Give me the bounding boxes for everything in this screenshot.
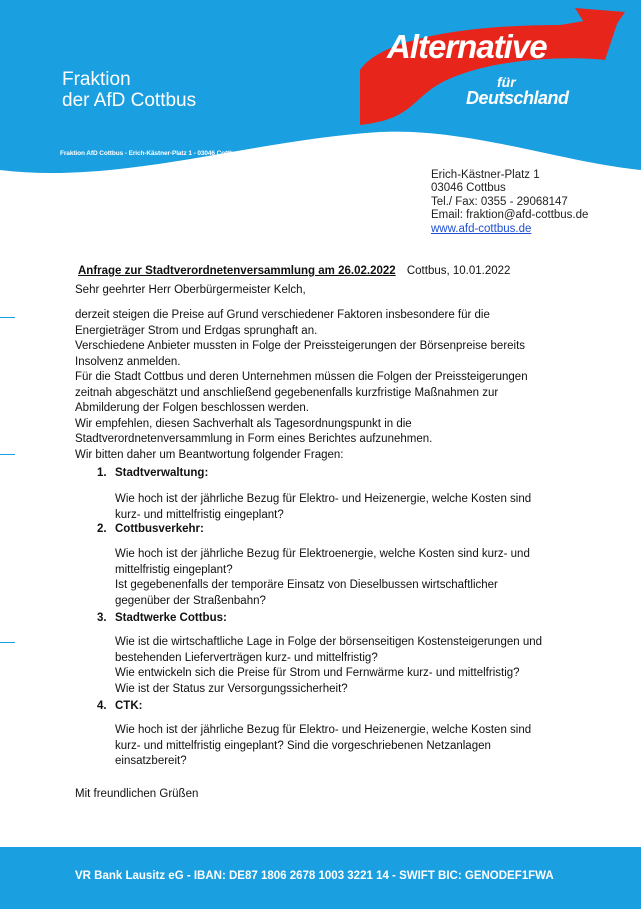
question-heading: Cottbusverkehr: (115, 523, 204, 535)
address-city: 03046 Cottbus (431, 182, 506, 195)
question-number: 4. (97, 700, 107, 712)
question-line: Wie hoch ist der jährliche Bezug für Elektroenergie, welche Kosten sind kurz- und (115, 548, 530, 560)
letter-title: Anfrage zur Stadtverordnetenversammlung am 26.02.2022 (78, 265, 396, 277)
question-line: Wie entwickeln sich die Preise für Strom und Fernwärme kurz- und mittelfristig? (115, 667, 520, 679)
body-line: Wir empfehlen, diesen Sachverhalt als Tagesordnungspunkt in die (75, 417, 412, 430)
question-heading: Stadtwerke Cottbus: (115, 612, 227, 624)
address-street: Erich-Kästner-Platz 1 (431, 169, 540, 181)
question-line: kurz- und mittelfristig eingeplant? (115, 508, 284, 521)
body-line: Energieträger Strom und Erdgas sprunghaft an. (75, 324, 318, 337)
letter-body (75, 308, 565, 463)
question-line: Wie hoch ist der jährliche Bezug für Elektro- und Heizenergie, welche Kosten sind (115, 493, 532, 505)
body-line: Insolvenz anmelden. (75, 355, 181, 368)
question-line: Wie ist der Status zur Versorgungssicherheit? (115, 682, 348, 695)
body-line: Abmilderung der Folgen beschlossen werden. (75, 402, 309, 414)
address-email: Email: fraktion@afd-cottbus.de (431, 209, 589, 222)
question-heading: CTK: (115, 700, 143, 712)
footer (0, 847, 641, 909)
question-line: Ist gegebenenfalls der temporäre Einsatz von Dieselbussen wirtschaftlicher (115, 579, 498, 591)
letterhead (0, 0, 641, 178)
address-web-link[interactable]: www.afd-cottbus.de (431, 222, 532, 235)
letter-date: Cottbus, 10.01.2022 (406, 265, 511, 277)
question-line: mittelfristig eingeplant? (115, 563, 233, 576)
question-line: Wie ist die wirtschaftliche Lage in Folge der börsenseitigen Kostensteigerungen und (115, 636, 543, 648)
question-number: 3. (97, 612, 107, 624)
question-line: gegenüber der Straßenbahn? (115, 594, 266, 607)
question-line: bestehenden Lieferverträgen kurz- und mittelfristig? (115, 651, 378, 664)
question-number: 2. (97, 523, 107, 535)
question-number: 1. (97, 467, 107, 479)
body-line: Stadtverordnetenversammlung in Form eines Berichtes aufzunehmen. (75, 433, 433, 445)
fold-mark (0, 642, 15, 643)
fraktion-line-2: der AfD Cottbus (62, 90, 197, 111)
question-2-text (115, 547, 565, 609)
question-heading: Stadtverwaltung: (115, 467, 209, 479)
body-line: zeitnah abgeschätzt und anschließend gegebenenfalls kurzfristige Maßnahmen zur (75, 386, 499, 399)
footer-bank-details: VR Bank Lausitz eG - IBAN: DE87 1806 2678 1003 3221 14 - SWIFT BIC: GENODEF1FWA (75, 870, 554, 882)
title-row (78, 265, 510, 277)
sender-line: Fraktion AfD Cottbus - Erich-Kästner-Platz 1 - 03046 Cottbus (60, 150, 241, 157)
question-1-text (115, 492, 565, 523)
closing: Mit freundlichen Grüßen (75, 788, 199, 800)
question-4-text (115, 723, 565, 770)
fraktion-line-1: Fraktion (62, 69, 131, 90)
question-line: Wie hoch ist der jährliche Bezug für Elektro- und Heizenergie, welche Kosten sind (115, 724, 532, 736)
address-block (431, 169, 588, 236)
question-line: einsatzbereit? (115, 755, 187, 767)
body-line: Verschiedene Anbieter mussten in Folge der Preissteigerungen der Börsenpreise bereits (75, 340, 526, 352)
question-line: kurz- und mittelfristig eingeplant? Sind die vorgeschriebenen Netzanlagen (115, 739, 491, 752)
fraktion-title (62, 69, 196, 111)
fold-mark (0, 317, 15, 318)
question-3-text (115, 635, 565, 697)
address-phone: Tel./ Fax: 0355 - 29068147 (431, 195, 568, 208)
punch-mark (0, 454, 15, 455)
body-line: derzeit steigen die Preise auf Grund verschiedener Faktoren insbesondere für die (75, 309, 490, 321)
salutation: Sehr geehrter Herr Oberbürgermeister Kelch, (75, 284, 306, 296)
logo-fuer: für (497, 74, 516, 90)
logo-alternative: Alternative (387, 28, 547, 65)
body-line: Wir bitten daher um Beantwortung folgender Fragen: (75, 448, 344, 461)
body-line: Für die Stadt Cottbus und deren Unternehmen müssen die Folgen der Preissteigerungen (75, 371, 528, 383)
logo-deutschland: Deutschland (466, 88, 569, 108)
